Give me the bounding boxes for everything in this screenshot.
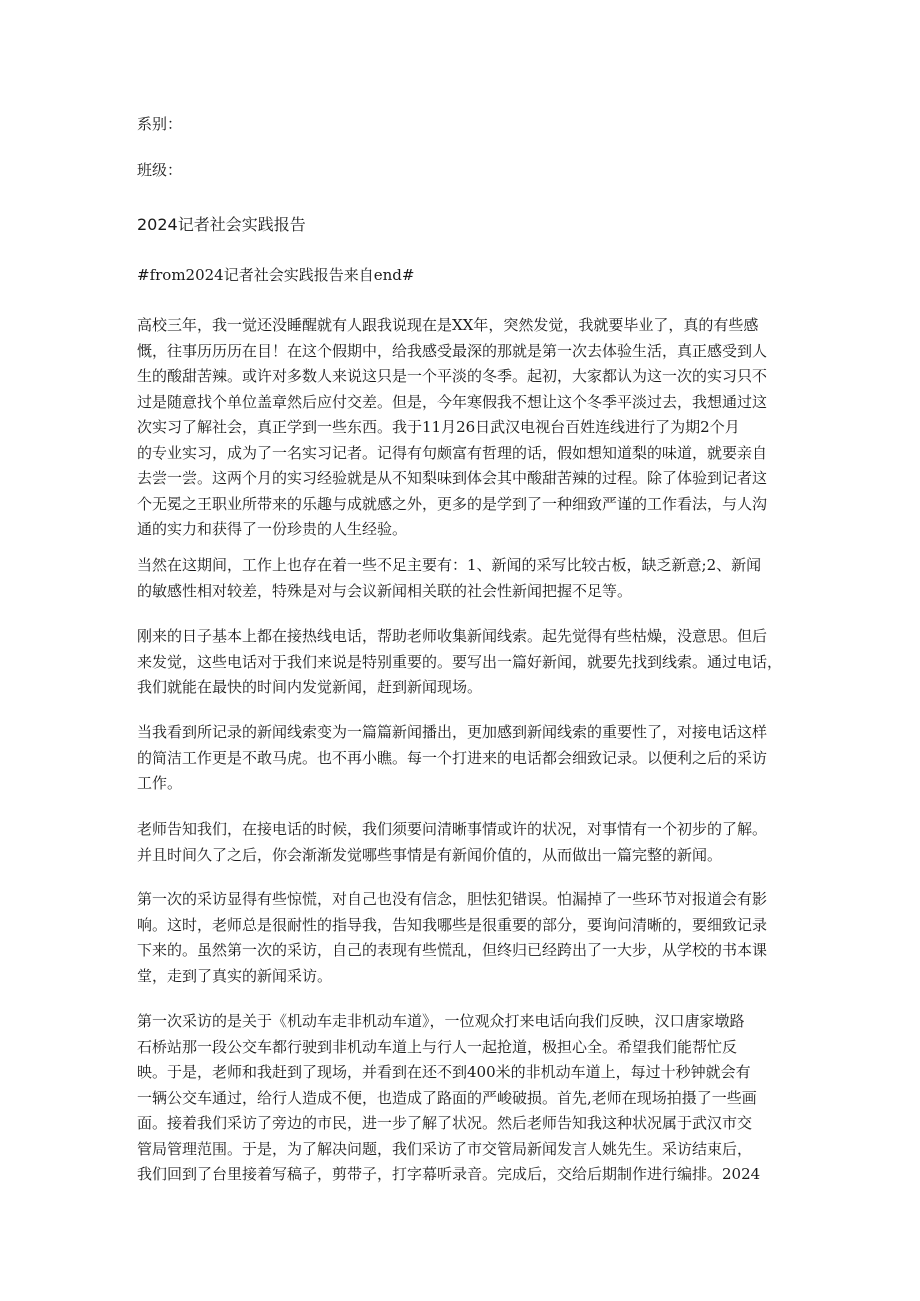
paragraph-line: 生的酸甜苦辣。或许对多数人来说这只是一个平淡的冬季。起初，大家都认为这一次的实习只不 xyxy=(137,367,768,385)
paragraph-4 xyxy=(137,720,797,797)
paragraph-line: 刚来的日子基本上都在接热线电话，帮助老师收集新闻线索。起先觉得有些枯燥，没意思。但后 xyxy=(137,627,768,645)
paragraph-6 xyxy=(137,887,797,989)
paragraph-5 xyxy=(137,817,797,868)
paragraph-line: 映。于是，老师和我赶到了现场，并看到在还不到400米的非机动车道上，每过十秒钟就会有 xyxy=(137,1063,751,1081)
paragraph-line: 石桥站那一段公交车都行驶到非机动车道上与行人一起抢道，极担心全。希望我们能帮忙反 xyxy=(137,1037,738,1056)
paragraph-line: 堂，走到了真实的新闻采访。 xyxy=(137,966,333,985)
class-label: 班级： xyxy=(137,161,183,179)
paragraph-line: 通的实力和获得了一份珍贵的人生经验。 xyxy=(137,520,408,538)
document-title: 2024记者社会实践报告 xyxy=(137,215,306,234)
paragraph-7 xyxy=(137,1009,797,1188)
paragraph-line: 个无冕之王职业所带来的乐趣与成就感之外，更多的是学到了一种细致严谨的工作看法，与人沟 xyxy=(137,494,768,513)
paragraph-line: 并且时间久了之后，你会渐渐发觉哪些事情是有新闻价值的，从而做出一篇完整的新闻。 xyxy=(137,845,723,864)
paragraph-line: 的简洁工作更是不敢马虎。也不再小瞧。每一个打进来的电话都会细致记录。以便利之后的采访 xyxy=(137,748,768,767)
paragraph-line: 我们回到了台里接着写稿子，剪带子，打字幕听录音。完成后，交给后期制作进行编排。2024 xyxy=(137,1165,761,1183)
paragraph-line: 第一次的采访显得有些惊慌，对自己也没有信念，胆怯犯错误。怕漏掉了一些环节对报道会有影 xyxy=(137,890,768,908)
paragraph-line: 当我看到所记录的新闻线索变为一篇篇新闻播出，更加感到新闻线索的重要性了，对接电话这样 xyxy=(137,723,768,741)
paragraph-3 xyxy=(137,624,797,701)
paragraph-line: 慨，往事历历历在目！在这个假期中，给我感受最深的那就是第一次去体验生活，真正感受到人 xyxy=(137,341,768,360)
paragraph-line: 当然在这期间，工作上也存在着一些不足主要有：1、新闻的采写比较古板，缺乏新意;2、新闻 xyxy=(137,556,762,574)
paragraph-line: 高校三年，我一觉还没睡醒就有人跟我说现在是XX年，突然发觉，我就要毕业了，真的有些感 xyxy=(137,316,759,334)
paragraph-line: 次实习了解社会，真正学到一些东西。我于11月26日武汉电视台百姓连线进行了为期2个月 xyxy=(137,418,740,436)
department-label: 系别： xyxy=(137,115,183,133)
paragraph-line: 响。这时，老师总是很耐性的指导我，告知我哪些是很重要的部分，要询问清晰的，要细致记录 xyxy=(137,915,768,934)
paragraph-line: 过是随意找个单位盖章然后应付交差。但是，今年寒假我不想让这个冬季平淡过去，我想通过这 xyxy=(137,392,768,411)
source-tag: #from2024记者社会实践报告来自end# xyxy=(137,266,415,284)
paragraph-line: 来发觉，这些电话对于我们来说是特别重要的。要写出一篇好新闻，就要先找到线索。通过电话， xyxy=(137,652,783,671)
paragraph-1 xyxy=(137,313,797,543)
paragraph-line: 管局管理范围。于是，为了解决问题，我们采访了市交管局新闻发言人姚先生。采访结束后， xyxy=(137,1139,753,1158)
paragraph-line: 老师告知我们，在接电话的时候，我们须要问清晰事情或许的状况，对事情有一个初步的了解。 xyxy=(137,820,768,838)
paragraph-line: 去尝一尝。这两个月的实习经验就是从不知梨味到体会其中酸甜苦辣的过程。除了体验到记者这 xyxy=(137,469,768,487)
paragraph-line: 的专业实习，成为了一名实习记者。记得有句颇富有哲理的话，假如想知道梨的味道，就要亲自 xyxy=(137,443,768,462)
paragraph-line: 的敏感性相对较差，特殊是对与会议新闻相关联的社会性新闻把握不足等。 xyxy=(137,581,633,600)
paragraph-2 xyxy=(137,553,797,604)
paragraph-line: 下来的。虽然第一次的采访，自己的表现有些慌乱，但终归已经跨出了一大步，从学校的书本课 xyxy=(137,941,768,959)
paragraph-line: 面。接着我们采访了旁边的市民，进一步了解了状况。然后老师告知我这种状况属于武汉市交 xyxy=(137,1114,753,1132)
paragraph-line: 我们就能在最快的时间内发觉新闻，赶到新闻现场。 xyxy=(137,678,483,696)
paragraph-line: 工作。 xyxy=(137,774,183,792)
paragraph-line: 一辆公交车通过，给行人造成不便，也造成了路面的严峻破损。首先,老师在现场拍摄了一些画 xyxy=(137,1088,757,1107)
paragraph-line: 第一次采访的是关于《机动车走非机动车道》，一位观众打来电话向我们反映，汉口唐家墩路 xyxy=(137,1012,745,1030)
